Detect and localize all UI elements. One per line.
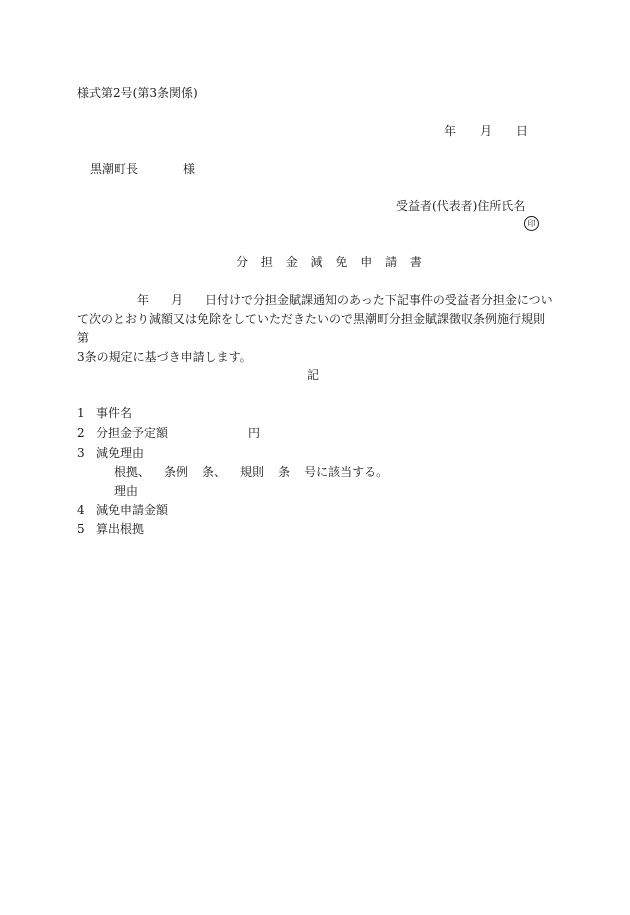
list-item	[77, 521, 144, 537]
reason-kisoku: 規則	[240, 465, 265, 479]
list-item	[77, 445, 144, 461]
document-title	[236, 254, 422, 270]
application-body	[77, 291, 555, 367]
item-label: 減免理由	[96, 446, 145, 460]
applicant-label: 受益者(代表者)住所氏名	[396, 199, 526, 213]
date-day: 日	[516, 124, 529, 138]
body-line-1-text: 日付けで分担金賦課通知のあった下記事件の受益者分担金につい	[205, 293, 553, 307]
list-item	[77, 502, 168, 518]
title-char: 書	[409, 255, 422, 269]
title-char: 申	[360, 255, 373, 269]
addressee-honorific: 様	[183, 162, 196, 176]
body-line-3: 3条の規定に基づき申請します。	[77, 350, 252, 364]
reason-jorei: 条例	[164, 465, 189, 479]
reason-jo2: 条	[278, 465, 291, 479]
title-char: 担	[260, 255, 273, 269]
item-label: 算出根拠	[96, 522, 145, 536]
ki-heading: 記	[307, 368, 320, 382]
title-char: 分	[236, 255, 249, 269]
item-label: 減免申請金額	[96, 503, 169, 517]
item-label: 事件名	[96, 406, 133, 420]
title-char: 金	[285, 255, 298, 269]
title-char: 免	[335, 255, 348, 269]
title-char: 減	[310, 255, 323, 269]
reason-riyu-line: 理由	[114, 484, 139, 498]
date-month: 月	[480, 124, 493, 138]
reason-basis-line	[114, 464, 388, 480]
list-item	[77, 405, 132, 421]
body-month: 月	[171, 293, 184, 307]
body-line-1	[77, 291, 555, 310]
item-number: 4	[77, 503, 85, 517]
reason-jo: 条、	[202, 465, 227, 479]
item-number: 2	[77, 426, 85, 440]
item-number: 5	[77, 522, 85, 536]
item-number: 1	[77, 406, 85, 420]
item-number: 3	[77, 446, 85, 460]
item-label: 分担金予定額	[96, 426, 169, 440]
title-char: 請	[385, 255, 398, 269]
body-line-2: て次のとおり減額又は免除をしていただきたいので黒潮町分担金賦課徴収条例施行規則第	[77, 312, 546, 345]
item-unit-yen: 円	[248, 426, 261, 440]
reason-go: 号に該当する。	[304, 465, 389, 479]
addressee-name: 黒潮町長	[90, 162, 139, 176]
body-year: 年	[137, 293, 150, 307]
form-label: 様式第2号(第3条関係)	[77, 86, 198, 100]
reason-basis: 根拠、	[114, 465, 151, 479]
seal-mark: 印	[524, 216, 539, 231]
date-year: 年	[444, 124, 457, 138]
list-item	[77, 425, 168, 441]
